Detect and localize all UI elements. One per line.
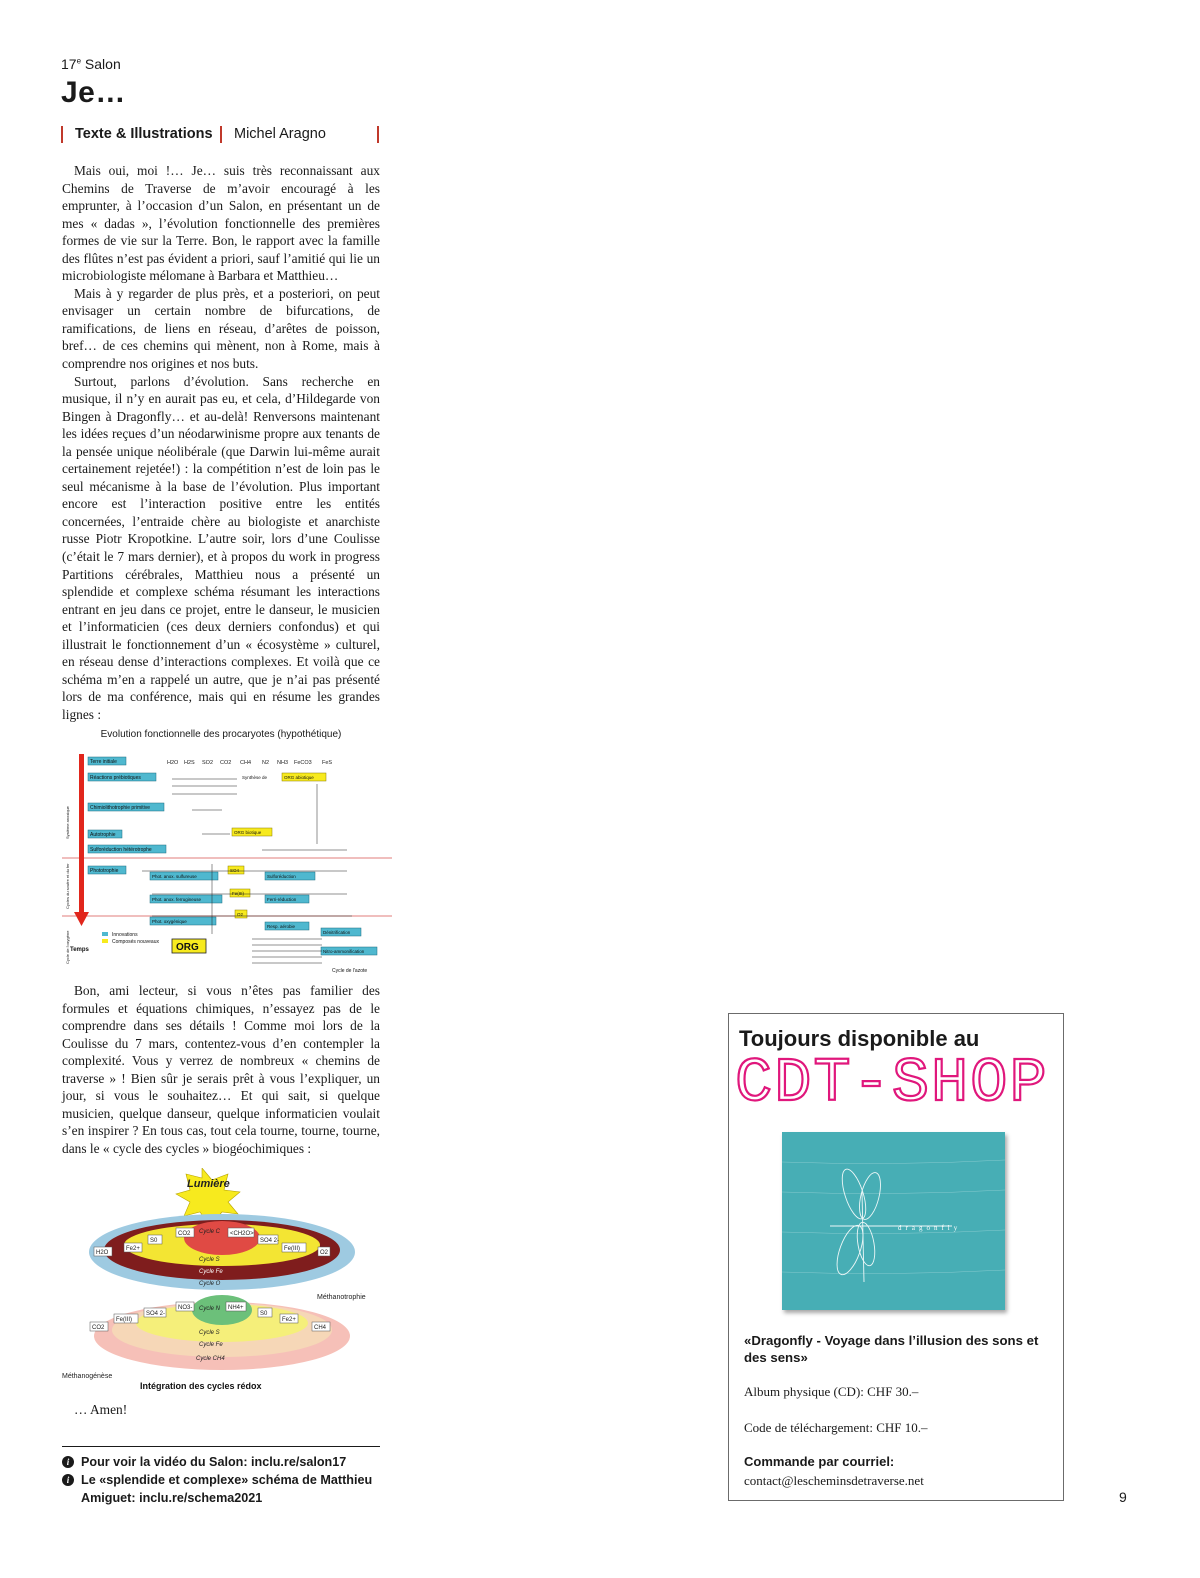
stage-label: Autotrophie bbox=[90, 832, 116, 838]
process-label: Dénitrification bbox=[323, 930, 351, 935]
legend-label: Composés nouveaux bbox=[112, 939, 159, 945]
shop-headline: Toujours disponible au bbox=[739, 1026, 980, 1051]
album-title: «Dragonfly - Voyage dans l’illusion des sons et des sens» bbox=[744, 1333, 1039, 1365]
cycle-label: Cycle Fe bbox=[199, 1269, 223, 1275]
cycle-label: Cycle S bbox=[199, 1330, 220, 1336]
divider bbox=[220, 126, 222, 143]
figure-caption: Intégration des cycles rédox bbox=[140, 1381, 262, 1391]
time-label: Temps bbox=[70, 947, 89, 953]
formula-label: H2O bbox=[167, 760, 179, 766]
album-cover bbox=[782, 1132, 1005, 1310]
info-link-text: Le «splendide et complexe» schéma de Matthieu Amiguet: inclu.re/schema2021 bbox=[81, 1473, 373, 1505]
stage-label: Sulforéduction hétérotrophe bbox=[90, 847, 152, 853]
shop-advertisement bbox=[728, 1013, 1064, 1501]
byline-role: Texte & Illustrations bbox=[75, 126, 213, 142]
info-link[interactable] bbox=[62, 1471, 392, 1507]
article-body bbox=[62, 162, 380, 724]
formula-label: FeS bbox=[322, 760, 333, 766]
chemical-label: S0 bbox=[260, 1311, 268, 1317]
stage-label: Chimiolithotrophie primitive bbox=[90, 805, 151, 811]
axis-label: Cycles du soufre et du fer bbox=[65, 863, 70, 909]
order-label: Commande par courriel: bbox=[744, 1454, 895, 1469]
process-label: Phot. oxygénique bbox=[152, 919, 187, 924]
chemical-label: NH4+ bbox=[228, 1305, 244, 1311]
axis-label: Cycle de l'oxygène bbox=[65, 930, 70, 964]
chemical-label: CO2 bbox=[92, 1325, 105, 1331]
cycle-label: Cycle S bbox=[199, 1257, 220, 1263]
byline-author: Michel Aragno bbox=[234, 126, 326, 142]
chemical-label: Fe2+ bbox=[126, 1246, 140, 1252]
info-link[interactable] bbox=[62, 1453, 392, 1471]
info-link-text: Pour voir la vidéo du Salon: inclu.re/salon17 bbox=[81, 1455, 347, 1469]
divider bbox=[62, 1446, 380, 1447]
chemical-label: H2O bbox=[96, 1250, 109, 1256]
info-icon: i bbox=[62, 1474, 74, 1486]
formula-label: N2 bbox=[262, 760, 270, 766]
chemical-label: CH4 bbox=[314, 1325, 327, 1331]
info-links bbox=[62, 1453, 392, 1507]
formula-row bbox=[167, 760, 332, 766]
cycle-label: Cycle O bbox=[199, 1281, 221, 1287]
paragraph: Bon, ami lecteur, si vous n’êtes pas familier des formules et équations chimiques, n’essayez pas de le comprendre dans ses détails ! Comme moi lors de la Coulisse du 7 mars, contentez-vous d’en contempler la complexité. Vous y verrez de nombreux « chemins de traverse » ! Bien sûr je serais prêt à vous l’expliquer, un jour, si vous le souhaitez… Et qui sait, si quelque musicien, quelque danseur, quelque informaticien voulait s’en inspirer ? En tous cas, tout cela tourne, tourne, tourne, dans le « cycle des cycles » biogéochimiques : bbox=[62, 983, 380, 1156]
stage-label: Phototrophie bbox=[90, 868, 119, 874]
divider bbox=[61, 126, 63, 143]
paragraph: Surtout, parlons d’évolution. Sans recherche en musique, il n’y en aurait pas eu, et cela, d’Hildegarde von Bingen à Dragonfly… et au-delà! Renversons maintenant les idées reçues d’un néodarwinisme propre aux tenants de la pensée unique néolibérale (que Darwin lui-même aurait certainement rejetée!) : la compétition n’est de loin pas le seul mécanisme à la base de l’évolution. Plus important encore est l’interaction positive entre les entités concernées, l’entraide chère au biologiste et anarchiste russe Piotr Kropotkine. L’autre soir, lors d’une Coulisse (c’était le 7 mars dernier), et à propos du work in progress Partitions cérébrales, Matthieu nous a présenté un splendide et complexe schéma résumant les interactions entrant en jeu dans ce projet, entre le danseur, le musicien et l’informaticien (ces deux derniers confondus) et qui illustrait le fonctionnement d’un « écosystème » culturel, en réseau dense d’interactions complexes. Et voilà que ce schéma m’en a rappelé un autre, que je n’ai pas présenté lors de ma conférence, mais qui en résume les grandes lignes : bbox=[62, 373, 380, 722]
side-label: Méthanogénèse bbox=[62, 1373, 113, 1380]
process-label: Nitro-ammonification bbox=[323, 949, 365, 954]
chemical-label: <CH2O> bbox=[230, 1231, 254, 1237]
album-cover-text: dragonfly bbox=[898, 1224, 962, 1232]
page-number: 9 bbox=[1119, 1489, 1127, 1505]
chemical-label: SO4 2- bbox=[146, 1311, 166, 1317]
byline bbox=[61, 124, 381, 146]
paragraph: Mais à y regarder de plus près, et a posteriori, on peut envisager un certain nombre de bifurcations, de ramifications, de liens en réseau, d’arêtes de poisson, bref… de ces chemins qui mènent, non à Rome, mais à comprendre nos origines et nos buts. bbox=[62, 285, 380, 372]
chemical-label: Fe(III) bbox=[116, 1317, 132, 1323]
section-label: 17e Salon bbox=[61, 56, 121, 72]
stage-label: Terre initiale bbox=[90, 759, 117, 765]
shop-logo bbox=[733, 1040, 1063, 1110]
legend-label: Innovations bbox=[112, 932, 138, 938]
formula-label: CH4 bbox=[240, 760, 252, 766]
compound-label: ORG abiotique bbox=[284, 775, 314, 780]
compound-label: ORG bbox=[176, 942, 199, 953]
formula-label: CO2 bbox=[220, 760, 232, 766]
cycle-label: Cycle Fe bbox=[199, 1342, 223, 1348]
process-label: Phot. anox. ferrugineuse bbox=[152, 897, 202, 902]
price-cd: Album physique (CD): CHF 30.– bbox=[744, 1384, 919, 1399]
divider bbox=[377, 126, 379, 143]
redox-cycles-diagram bbox=[62, 1168, 382, 1393]
evolution-diagram bbox=[62, 744, 392, 974]
light-label: Lumière bbox=[187, 1178, 230, 1190]
chemical-label: CO2 bbox=[178, 1231, 191, 1237]
stage-label: Réactions prébiotiques bbox=[90, 775, 141, 781]
chemical-label: SO4 2- bbox=[260, 1238, 280, 1244]
chemical-label: NO3- bbox=[178, 1305, 193, 1311]
logo-text: CDT-SHOP bbox=[735, 1048, 1049, 1110]
process-label: Sulforéduction bbox=[267, 874, 296, 879]
axis-label: Système anoxique bbox=[65, 806, 70, 839]
compound-label: SO4 bbox=[230, 868, 240, 873]
compound-label: O2 bbox=[237, 912, 244, 917]
chemical-label: Fe2+ bbox=[282, 1317, 296, 1323]
formula-label: SO2 bbox=[202, 760, 214, 766]
chemical-label: S0 bbox=[150, 1238, 158, 1244]
article-title: Je… bbox=[61, 76, 126, 109]
cycle-label: Cycle CH4 bbox=[196, 1356, 225, 1362]
cycle-label: Cycle de l'azote bbox=[332, 968, 368, 974]
info-icon: i bbox=[62, 1456, 74, 1468]
process-label: Resp. aérobie bbox=[267, 924, 296, 929]
price-download: Code de téléchargement: CHF 10.– bbox=[744, 1420, 928, 1435]
figure-caption: Evolution fonctionnelle des procaryotes (hypothétique) bbox=[100, 729, 342, 740]
cycle-label: Cycle N bbox=[199, 1306, 221, 1312]
formula-label: H2S bbox=[184, 760, 195, 766]
chemical-label: O2 bbox=[320, 1250, 329, 1256]
compound-label: ORG biotique bbox=[234, 830, 262, 835]
formula-label: NH3 bbox=[277, 760, 289, 766]
paragraph: Mais oui, moi !… Je… suis très reconnaissant aux Chemins de Traverse de m’avoir encouragé à les emprunter, à l’occasion d’un Salon, en présentant un de mes « dadas », l’évolution fonctionnelle des premières formes de vie sur la Terre. Bon, le rapport avec la famille des flûtes n’est pas évident a priori, sauf l’amitié qui lie un microbiologiste mélomane à Barbara et Matthieu… bbox=[62, 163, 380, 284]
order-email-link[interactable]: contact@lescheminsdetraverse.net bbox=[744, 1473, 924, 1488]
compound-label: Fe(III) bbox=[232, 891, 244, 896]
article-body-continued bbox=[62, 982, 380, 1157]
dragonfly-illustration bbox=[782, 1132, 1005, 1310]
side-label: Méthanotrophie bbox=[317, 1294, 366, 1301]
formula-label: FeCO3 bbox=[294, 760, 312, 766]
synthesis-label: Synthèse de bbox=[242, 775, 268, 780]
closing-line: … Amen! bbox=[74, 1402, 128, 1417]
process-label: Ferri-réduction bbox=[267, 897, 297, 902]
cycle-label: Cycle C bbox=[199, 1229, 221, 1235]
chemical-label: Fe(III) bbox=[284, 1246, 300, 1252]
process-label: Phot. anox. sulfureuse bbox=[152, 874, 197, 879]
